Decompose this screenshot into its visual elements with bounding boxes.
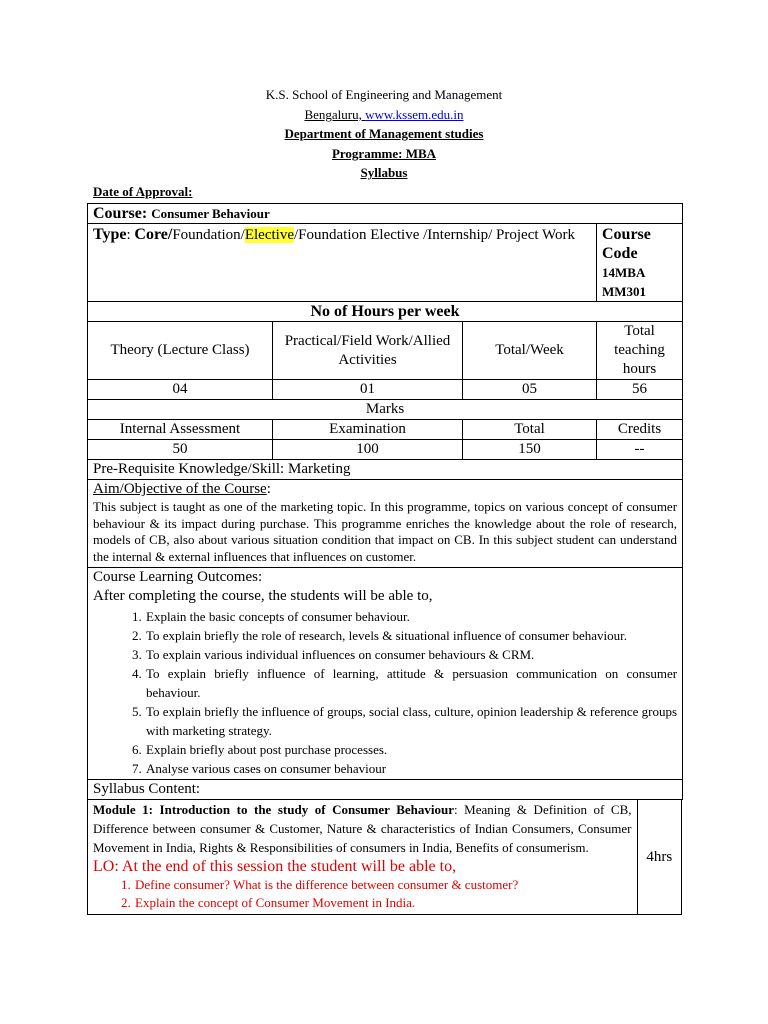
list-item: 7. Analyse various cases on consumer behaviour xyxy=(145,759,677,778)
aim-row xyxy=(88,480,683,568)
marks-value-exam: 100 xyxy=(273,440,463,460)
prerequisite-row xyxy=(88,460,683,480)
syllabus-table xyxy=(87,203,682,915)
lo-text: : At the end of this session the student will be able to, xyxy=(114,858,457,875)
list-item: 1. Explain the basic concepts of consumer behaviour. xyxy=(145,607,677,626)
date-of-approval: Date of Approval: xyxy=(93,184,193,199)
course-row xyxy=(88,204,683,224)
department-title: Department of Management studies xyxy=(284,126,484,141)
module-1-block xyxy=(87,800,682,915)
module-1-text: : Meaning & Definition of CB, Difference between consumer & Customer, Nature & characteristics of Indian Consumers, Consumer Movement in India, Rights & Responsibilities of consumers in India, Benefits of consumerism. xyxy=(93,802,632,855)
marks-value-row xyxy=(88,440,683,460)
marks-value-total: 150 xyxy=(463,440,597,460)
course-code-label: Course Code xyxy=(602,226,651,262)
school-location xyxy=(0,107,768,123)
course-code-cell xyxy=(597,224,683,302)
marks-header-internal: Internal Assessment xyxy=(88,420,273,440)
marks-title-row xyxy=(88,400,683,420)
hours-value-total-teaching: 56 xyxy=(597,380,683,400)
list-item: 6. Explain briefly about post purchase processes. xyxy=(145,740,677,759)
hours-title-row xyxy=(88,302,683,322)
aim-title: Aim/Objective of the Course xyxy=(93,481,267,497)
type-colon: : xyxy=(126,227,135,243)
course-code-value: 14MBA MM301 xyxy=(602,265,647,299)
hours-header-practical: Practical/Field Work/Allied Activities xyxy=(273,322,463,380)
course-name: Consumer Behaviour xyxy=(151,206,270,221)
module-1-title: Module 1: Introduction to the study of Consumer Behaviour xyxy=(93,802,454,817)
hours-header-row xyxy=(88,322,683,380)
lo-list xyxy=(93,876,632,912)
list-item: 4. To explain briefly influence of learning, attitude & persuasion communication on consumer behaviour. xyxy=(145,664,677,702)
course-label: Course: xyxy=(93,205,152,222)
syllabus-content-row xyxy=(88,780,683,800)
type-foundation: Foundation/ xyxy=(172,227,245,243)
type-core: Core/ xyxy=(134,226,173,243)
module-1-hours: 4hrs xyxy=(637,800,681,914)
hours-value-practical: 01 xyxy=(273,380,463,400)
hours-title: No of Hours per week xyxy=(88,302,683,322)
hours-value-theory: 04 xyxy=(88,380,273,400)
city-label: Bengaluru, xyxy=(304,107,366,122)
list-item: 5. To explain briefly the influence of groups, social class, culture, opinion leadership & reference groups with marketing strategy. xyxy=(145,702,677,740)
list-item: 1. Define consumer? What is the difference between consumer & customer? xyxy=(134,876,632,894)
type-elective-highlight: Elective xyxy=(244,227,294,243)
outcomes-row xyxy=(88,568,683,780)
hours-header-total-teaching: Total teaching hours xyxy=(597,322,683,380)
list-item: 3. To explain various individual influences on consumer behaviours & CRM. xyxy=(145,645,677,664)
hours-header-theory: Theory (Lecture Class) xyxy=(88,322,273,380)
hours-value-total-week: 05 xyxy=(463,380,597,400)
marks-value-internal: 50 xyxy=(88,440,273,460)
hours-header-total-week: Total/Week xyxy=(463,322,597,380)
marks-header-credits: Credits xyxy=(597,420,683,440)
type-label: Type xyxy=(93,226,127,243)
course-type xyxy=(88,224,597,302)
programme-title: Programme: MBA xyxy=(331,146,437,161)
list-item: 2. To explain briefly the role of research, levels & situational influence of consumer behaviour. xyxy=(145,626,677,645)
marks-header-total: Total xyxy=(463,420,597,440)
marks-header-row xyxy=(88,420,683,440)
module-1-description xyxy=(93,800,632,857)
prerequisite: Pre-Requisite Knowledge/Skill: Marketing xyxy=(88,460,683,480)
list-item: 2. Explain the concept of Consumer Movement in India. xyxy=(134,894,632,912)
type-rest: /Foundation Elective /Internship/ Project Work xyxy=(293,227,575,243)
syllabus-content-title: Syllabus Content: xyxy=(88,780,683,800)
syllabus-title: Syllabus xyxy=(360,165,408,180)
marks-value-credits: -- xyxy=(597,440,683,460)
marks-title: Marks xyxy=(88,400,683,420)
lo-heading xyxy=(93,857,632,876)
website-link[interactable]: www.kssem.edu.in xyxy=(365,107,464,122)
school-name: K.S. School of Engineering and Management xyxy=(265,87,503,102)
aim-text: This subject is taught as one of the marketing topic. In this programme, topics on various concept of consumer behaviour & its impact during purchase. This programme enriches the knowledge about the role of research, models of CB, also about various situation condition that impact on CB. In this subject student can understand the internal & external influences that influences on customer. xyxy=(93,499,678,564)
aim-colon: : xyxy=(266,481,271,497)
module-1-content xyxy=(88,800,637,914)
outcomes-title: Course Learning Outcomes: xyxy=(93,569,263,585)
marks-header-exam: Examination xyxy=(273,420,463,440)
outcomes-intro: After completing the course, the students will be able to, xyxy=(93,588,433,604)
type-row xyxy=(88,224,683,302)
lo-label: LO xyxy=(93,858,115,875)
outcomes-list xyxy=(93,607,677,778)
hours-value-row xyxy=(88,380,683,400)
